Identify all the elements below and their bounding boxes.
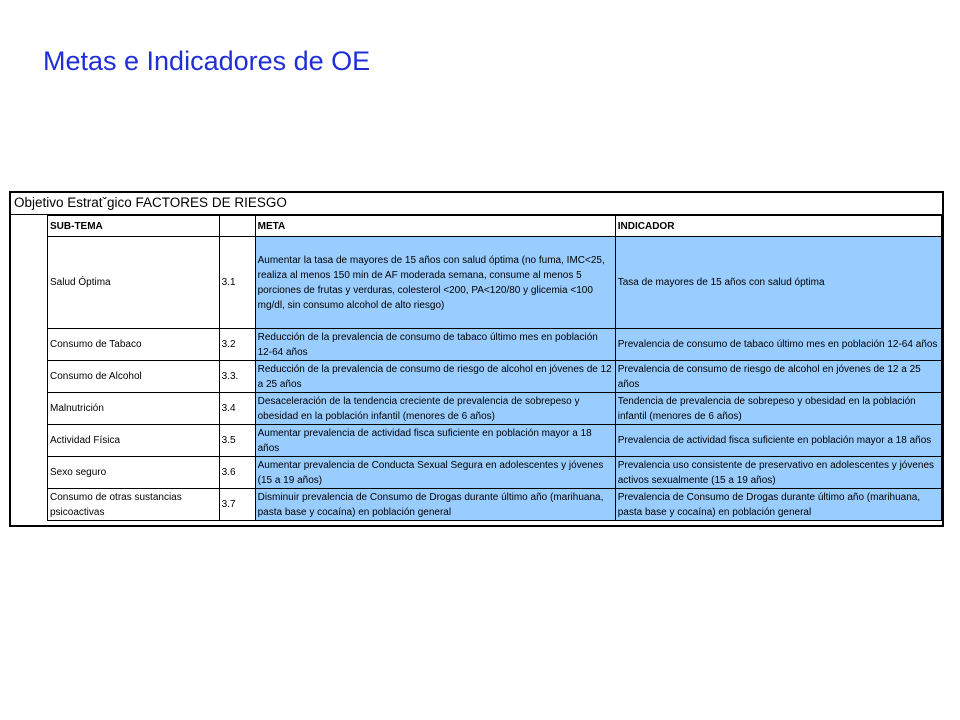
meta-cell: Reducción de la prevalencia de consumo de riesgo de alcohol en jóvenes de 12 a 25 años bbox=[255, 361, 615, 393]
table-row bbox=[48, 361, 942, 393]
table-row bbox=[48, 393, 942, 425]
header-subtema: SUB-TEMA bbox=[48, 216, 220, 237]
table-row bbox=[48, 457, 942, 489]
number-cell: 3.6 bbox=[219, 457, 255, 489]
indicador-cell: Prevalencia de consumo de tabaco último mes en población 12-64 años bbox=[615, 329, 941, 361]
meta-cell: Aumentar prevalencia de Conducta Sexual Segura en adolescentes y jóvenes (15 a 19 años) bbox=[255, 457, 615, 489]
subtema-cell: Actividad Física bbox=[48, 425, 220, 457]
goals-table bbox=[47, 215, 942, 521]
number-cell: 3.7 bbox=[219, 489, 255, 521]
sheet-title: Objetivo Estratˇgico FACTORES DE RIESGO bbox=[11, 193, 942, 215]
indicador-cell: Prevalencia de consumo de riesgo de alcohol en jóvenes de 12 a 25 años bbox=[615, 361, 941, 393]
meta-cell: Desaceleración de la tendencia creciente de prevalencia de sobrepeso y obesidad en la población infantil (menores de 6 años) bbox=[255, 393, 615, 425]
table-row bbox=[48, 489, 942, 521]
meta-cell: Aumentar prevalencia de actividad fisca suficiente en población mayor a 18 años bbox=[255, 425, 615, 457]
indicador-cell: Tasa de mayores de 15 años con salud óptima bbox=[615, 237, 941, 329]
table-row bbox=[48, 425, 942, 457]
subtema-cell: Sexo seguro bbox=[48, 457, 220, 489]
subtema-cell: Malnutrición bbox=[48, 393, 220, 425]
subtema-cell: Consumo de otras sustancias psicoactivas bbox=[48, 489, 220, 521]
table-row bbox=[48, 329, 942, 361]
meta-cell: Reducción de la prevalencia de consumo de tabaco último mes en población 12-64 años bbox=[255, 329, 615, 361]
spreadsheet-table bbox=[9, 191, 944, 527]
meta-cell: Aumentar la tasa de mayores de 15 años con salud óptima (no fuma, IMC<25, realiza al menos 150 min de AF moderada semana, consume al menos 5 porciones de frutas y verduras, colesterol <200, PA<120/80 y glicemia <100 mg/dl, sin consumo alcohol de alto riesgo) bbox=[255, 237, 615, 329]
number-cell: 3.3. bbox=[219, 361, 255, 393]
meta-cell: Disminuir prevalencia de Consumo de Drogas durante último año (marihuana, pasta base y cocaína) en población general bbox=[255, 489, 615, 521]
number-cell: 3.1 bbox=[219, 237, 255, 329]
header-indicador: INDICADOR bbox=[615, 216, 941, 237]
indicador-cell: Prevalencia de Consumo de Drogas durante último año (marihuana, pasta base y cocaína) en población general bbox=[615, 489, 941, 521]
header-meta: META bbox=[255, 216, 615, 237]
indicador-cell: Prevalencia uso consistente de preservativo en adolescentes y jóvenes activos sexualmente (15 a 19 años) bbox=[615, 457, 941, 489]
number-cell: 3.5 bbox=[219, 425, 255, 457]
number-cell: 3.4 bbox=[219, 393, 255, 425]
header-num bbox=[219, 216, 255, 237]
subtema-cell: Consumo de Alcohol bbox=[48, 361, 220, 393]
header-row bbox=[48, 216, 942, 237]
slide-title: Metas e Indicadores de OE bbox=[43, 46, 371, 76]
number-cell: 3.2 bbox=[219, 329, 255, 361]
subtema-cell: Salud Óptima bbox=[48, 237, 220, 329]
table-row bbox=[48, 237, 942, 329]
indicador-cell: Prevalencia de actividad fisca suficiente en población mayor a 18 años bbox=[615, 425, 941, 457]
indicador-cell: Tendencia de prevalencia de sobrepeso y obesidad en la población infantil (menores de 6 años) bbox=[615, 393, 941, 425]
subtema-cell: Consumo de Tabaco bbox=[48, 329, 220, 361]
